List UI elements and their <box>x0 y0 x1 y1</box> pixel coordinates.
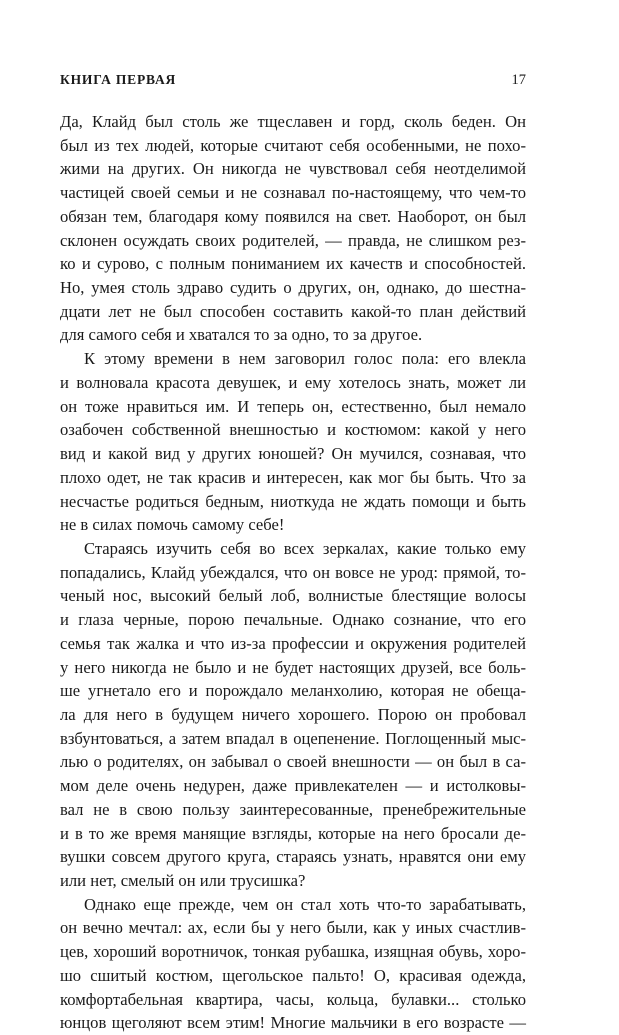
text-line: для самого себя и хватался то за одно, то за другое. <box>60 325 423 345</box>
text-line: ше угнетало его и порождало меланхолию, которая не обеща- <box>60 681 526 701</box>
text-line: К этому времени в нем заговорил голос пола: его влекла <box>84 349 526 369</box>
text-line: ко и сурово, с полным пониманием их качеств и способностей. <box>60 254 526 274</box>
text-line: цев, хороший воротничок, тонкая рубашка, изящная обувь, хоро- <box>60 942 526 962</box>
text-line: был из тех людей, которые считают себя особенными, не похо- <box>60 135 526 155</box>
text-line: лью о родителях, он забывал о своей внешности — он был в са- <box>60 752 526 772</box>
text-line: озабочен собственной внешностью и костюмом: какой у него <box>60 420 526 440</box>
text-line: Стараясь изучить себя во всех зеркалах, какие только ему <box>84 538 526 558</box>
text-line: у него никогда не было и не будет настоящих друзей, все боль- <box>60 657 526 677</box>
text-line: обязан тем, благодаря кому появился на свет. Наоборот, он был <box>60 206 526 226</box>
text-line: ла для него в будущем ничего хорошего. Порою он пробовал <box>60 704 526 724</box>
text-line: Да, Клайд был столь же тщеславен и горд, сколь беден. Он <box>60 112 526 131</box>
text-line: склонен осуждать своих родителей, — правда, не слишком рез- <box>60 230 526 250</box>
text-line: дцати лет не был способен составить какой-то план действий <box>60 301 526 321</box>
text-line: плохо одет, не так красив и интересен, как мог бы быть. Что за <box>60 467 526 487</box>
text-line: Однако еще прежде, чем он стал хоть что-то зарабатывать, <box>84 894 526 914</box>
running-head <box>58 72 526 94</box>
text-line: частицей своей семьи и не сознавал по-настоящему, что чем-то <box>60 183 526 203</box>
body-text <box>60 110 526 1035</box>
text-line: ченый нос, высокий белый лоб, волнистые блестящие волосы <box>60 586 526 606</box>
text-line: и глаза черные, порою печальные. Однако сознание, что его <box>60 610 526 630</box>
text-line: вид и какой вид у других юношей? Он мучился, сознавая, что <box>60 444 526 464</box>
text-line: или нет, смелый он или трусишка? <box>60 871 306 890</box>
text-line: семья так жалка и что из-за профессии и окружения родителей <box>60 633 526 653</box>
text-line: и волновала красота девушек, и ему хотелось знать, может ли <box>60 372 526 392</box>
text-line: вал не в свою пользу заинтересованные, пренебрежительные <box>60 799 526 819</box>
text-line: мом деле очень недурен, даже привлекателен — и истолковы- <box>60 776 526 796</box>
text-line: Но, умея столь здраво судить о других, он, однако, до шестна- <box>60 278 526 298</box>
text-line: вушки совсем другого круга, стараясь узнать, нравятся они ему <box>60 847 526 867</box>
text-line: комфортабельная квартира, часы, кольца, булавки... столько <box>60 989 526 1009</box>
text-line: попадались, Клайд убеждался, что он вовсе не урод: прямой, то- <box>60 562 526 582</box>
text-line: и в то же время манящие взгляды, которые на него бросали де- <box>60 823 526 843</box>
text-line: несчастье родиться бедным, ниоткуда не ждать помощи и быть <box>60 491 526 511</box>
text-line: он тоже нравиться им. И теперь он, естественно, был немало <box>60 396 526 416</box>
text-line: взбунтоваться, а затем впадал в оцепенение. Поглощенный мыс- <box>60 728 526 748</box>
page-number: 17 <box>511 72 526 88</box>
text-line: юнцов щеголяют всем этим! Многие мальчики в его возрасте — <box>60 1013 526 1033</box>
text-line: шо сшитый костюм, щегольское пальто! О, красивая одежда, <box>60 965 526 985</box>
running-title: КНИГА ПЕРВАЯ <box>60 72 177 87</box>
text-line: жими на других. Он никогда не чувствовал себя неотделимой <box>60 159 526 179</box>
text-line: не в силах помочь самому себе! <box>60 515 285 535</box>
text-line: он вечно мечтал: ах, если бы у него были, как у иных счастлив- <box>60 918 526 938</box>
